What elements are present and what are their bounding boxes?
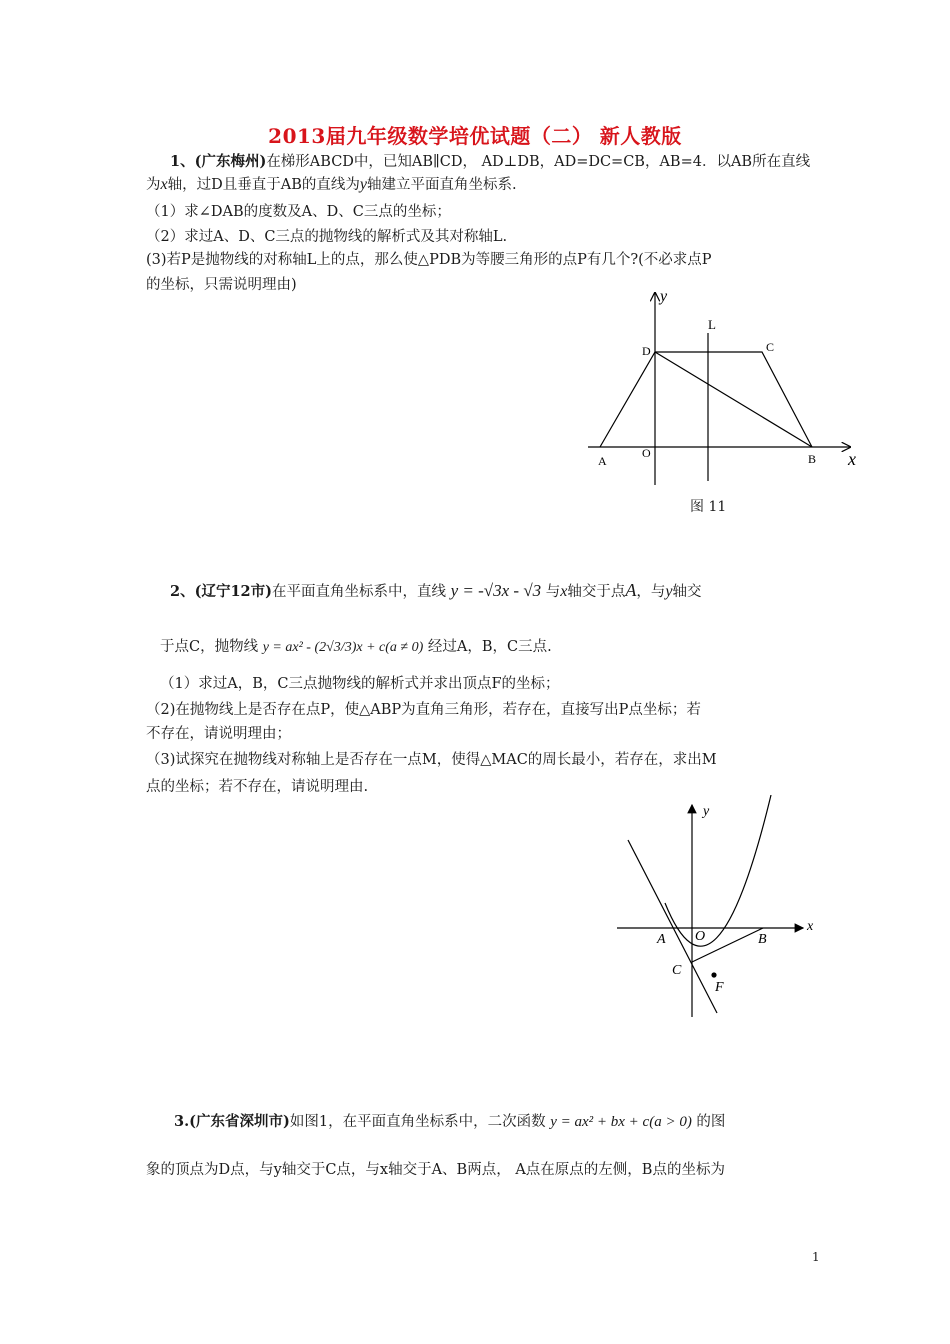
label-O: O [642, 446, 651, 460]
q2-text1c: 轴交于点 [567, 584, 626, 600]
q1-part3: (3)若P是抛物线的对称轴L上的点，那么使△PDB为等腰三角形的点P有几个?(不必求点P [146, 252, 712, 268]
q1-line1 [170, 152, 810, 172]
q1-text1: 在梯形ABCD中，已知AB∥CD， AD⊥DB，AD=DC=CB，AB=4．以AB所在直线 [266, 154, 811, 170]
q2-part1: （1）求过A，B，C三点抛物线的解析式并求出顶点F的坐标； [160, 676, 560, 692]
label-D: D [642, 344, 651, 358]
q2-parabola-equation: y = ax² - (2√3/3)x + c(a ≠ 0) [262, 640, 424, 655]
q1-y-var: y [359, 176, 367, 193]
q2-x-var: x [560, 583, 568, 600]
page-number: 1 [812, 1250, 820, 1264]
q2-text1e: 轴交 [672, 584, 702, 600]
q3-source: 3.(广东省深圳市) [174, 1113, 290, 1130]
q2-text1b: 与 [545, 584, 561, 600]
label-x: x [807, 919, 814, 934]
q2-point-A: A [625, 580, 637, 600]
q3-line1 [174, 1112, 725, 1132]
vertex-F-dot [711, 972, 716, 977]
q1-part3-cont: 的坐标，只需说明理由) [146, 277, 297, 293]
label-y: y [703, 804, 710, 819]
label-F: F [715, 980, 724, 995]
q1-source: 1、(广东梅州) [170, 153, 267, 170]
label-C: C [672, 963, 682, 978]
trapezoid [600, 352, 812, 447]
q2-text1a: 在平面直角坐标系中，直线 [272, 584, 446, 600]
q2-part3: （3)试探究在抛物线对称轴上是否存在一点M，使得△MAC的周长最小，若存在，求出M [146, 752, 717, 768]
line-AC [628, 840, 717, 1013]
q1-part2: （2）求过A、D、C三点的抛物线的解析式及其对称轴L. [146, 229, 508, 245]
q3-line2: 象的顶点为D点，与y轴交于C点，与x轴交于A、B两点， A点在原点的左侧，B点的坐标为 [146, 1162, 725, 1178]
parabola [665, 795, 771, 946]
figure-11-caption: 图 11 [690, 499, 727, 515]
q2-y-var: y [665, 583, 673, 600]
page-title: 2013届九年级数学培优试题（二） 新人教版 [268, 124, 682, 148]
q1-part1: （1）求∠DAB的度数及A、D、C三点的坐标； [146, 204, 451, 220]
q2-line2 [160, 637, 552, 658]
label-C: C [766, 340, 775, 354]
q3-text1b: 的图 [696, 1114, 726, 1130]
q1-text2a: 为 [146, 177, 161, 193]
q3-equation: y = ax² + bx + c(a > 0) [550, 1114, 692, 1130]
label-L: L [708, 317, 716, 332]
label-A: A [598, 454, 607, 468]
label-A: A [657, 932, 666, 947]
label-B: B [808, 452, 817, 466]
q2-part3-cont: 点的坐标；若不存在，请说明理由. [146, 779, 369, 795]
q1-line2 [146, 175, 517, 195]
label-B: B [758, 932, 767, 947]
label-O: O [695, 929, 706, 944]
figure-11 [580, 285, 870, 485]
figure-parabola [605, 795, 835, 1025]
q2-part2-cont: 不存在，请说明理由； [146, 726, 291, 742]
label-y: y [660, 288, 668, 305]
q2-line-equation: y = -√3x - √3 [450, 581, 542, 600]
q2-text2b: 经过A，B，C三点. [427, 639, 552, 655]
q3-text1a: 如图1，在平面直角坐标系中，二次函数 [289, 1114, 546, 1130]
q2-text1d: ，与 [636, 584, 666, 600]
q2-part2: （2)在抛物线上是否存在点P，使△ABP为直角三角形，若存在，直接写出P点坐标；若 [146, 702, 701, 718]
diagonal-DB [655, 352, 812, 447]
q2-source: 2、(辽宁12市) [170, 583, 272, 600]
q1-text2b: 轴，过D且垂直于AB的直线为 [167, 177, 360, 193]
q1-x-var: x [160, 176, 168, 193]
q2-text2a: 于点C，抛物线 [160, 639, 259, 655]
label-x: x [848, 449, 856, 469]
q1-text2c: 轴建立平面直角坐标系. [366, 177, 517, 193]
q2-line1 [170, 580, 701, 602]
